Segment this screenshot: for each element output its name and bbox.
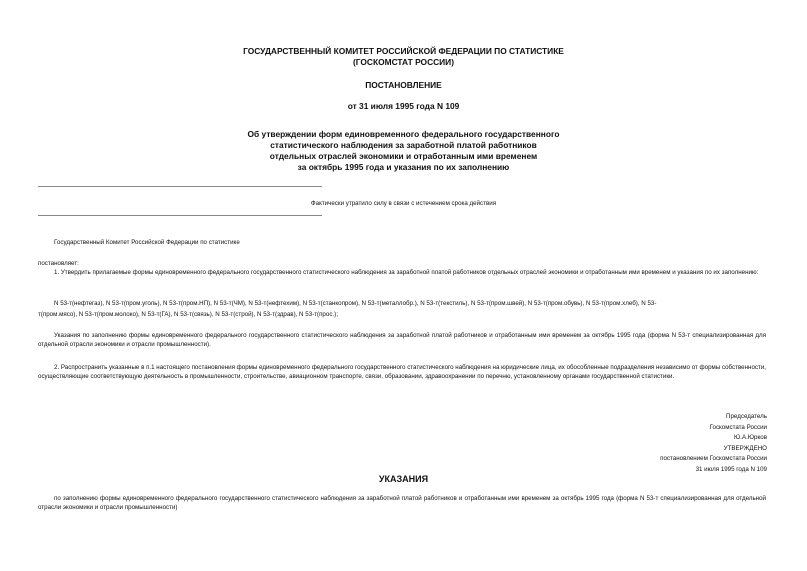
signer-name: Ю.А.Юрков (733, 434, 767, 441)
decrees-line: постановляет: (38, 260, 79, 267)
section-heading: УКАЗАНИЯ (378, 474, 429, 484)
approved-label: УТВЕРЖДЕНО (723, 444, 767, 452)
divider-bottom (38, 215, 322, 216)
status-note: Фактически утратило силу в связи с истечением срока действия (310, 200, 497, 207)
doc-date-number: от 31 июля 1995 года N 109 (347, 101, 460, 111)
doc-type: ПОСТАНОВЛЕНИЕ (365, 80, 442, 90)
approved-by: постановлением Госкомстата России (660, 455, 767, 462)
section-text: по заполнению формы единовременного федерального государственного статистического наблюдения за заработной платой работников и отработанным ими временем за октябрь 1995 года (форма N 53-т специализированная для отдельной отрасли экономики и отрасли промышленности) (38, 495, 766, 512)
approved-date: 31 июля 1995 года N 109 (695, 465, 767, 473)
signer-agency: Госкомстата России (709, 423, 767, 431)
doc-title-line-3: отдельных отраслей экономики и отработанным ими временем (269, 151, 538, 161)
issuer-line: Государственный Комитет Российской Федерации по статистике (54, 239, 240, 246)
instructions-paragraph: Указания по заполнению формы единовременного федерального государственного статистического наблюдения за заработной платой работников и отработанным ими временем за октябрь 1995 года (форма N 53-т специализированная для отдельной отрасли экономики и отрасли промышленности). (38, 332, 766, 349)
signature-block (507, 412, 767, 475)
doc-title-line-2: статистического наблюдения за заработной платой работников (270, 140, 537, 150)
forms-list-line-2: т(пром.мясо), N 53-т(пром.молоко), N 53-т(ГА), N 53-т(связь), N 53-т(строй), N 53-т(здрав), N 53-т(прос.); (38, 311, 338, 318)
org-name: ГОСУДАРСТВЕННЫЙ КОМИТЕТ РОССИЙСКОЙ ФЕДЕРАЦИИ ПО СТАТИСТИКЕ (243, 46, 564, 56)
doc-title-line-4: за октябрь 1995 года и указания по их заполнению (297, 162, 510, 172)
doc-title-line-1: Об утверждении форм единовременного федерального государственного (247, 129, 560, 139)
divider-top (38, 186, 322, 187)
signer-position: Председатель (726, 413, 767, 420)
item-2: 2. Распространить указанные в п.1 настоящего постановления формы единовременного федерального государственного статистического наблюдения на юридические лица, их обособленные подразделения независимо от формы собственности, осуществляющие соответствующую деятельность в промышленности, строительстве, авиационном транспорте, связи, образовании, здравоохранении по перечню, установленному органами государственной статистики. (38, 364, 766, 381)
item-1: 1. Утвердить прилагаемые формы единовременного федерального государственного статистического наблюдения за заработной платой работников отдельных отраслей экономики и отработанным ими временем и указания по их заполнению: (54, 269, 759, 276)
forms-list-line-1: N 53-т(нефтегаз), N 53-т(пром.уголь), N 53-т(пром.НП), N 53-т(ЧМ), N 53-т(нефтехим), N 53-т(станкопром), N 53-т(металлобр.), N 53-т(текстиль), N 53-т(пром.швей), N 53-т(пром.обувь), N 53-т(пром.хлеб), N 53- (54, 300, 657, 307)
org-abbrev: (ГОСКОМСТАТ РОССИИ) (352, 57, 454, 67)
